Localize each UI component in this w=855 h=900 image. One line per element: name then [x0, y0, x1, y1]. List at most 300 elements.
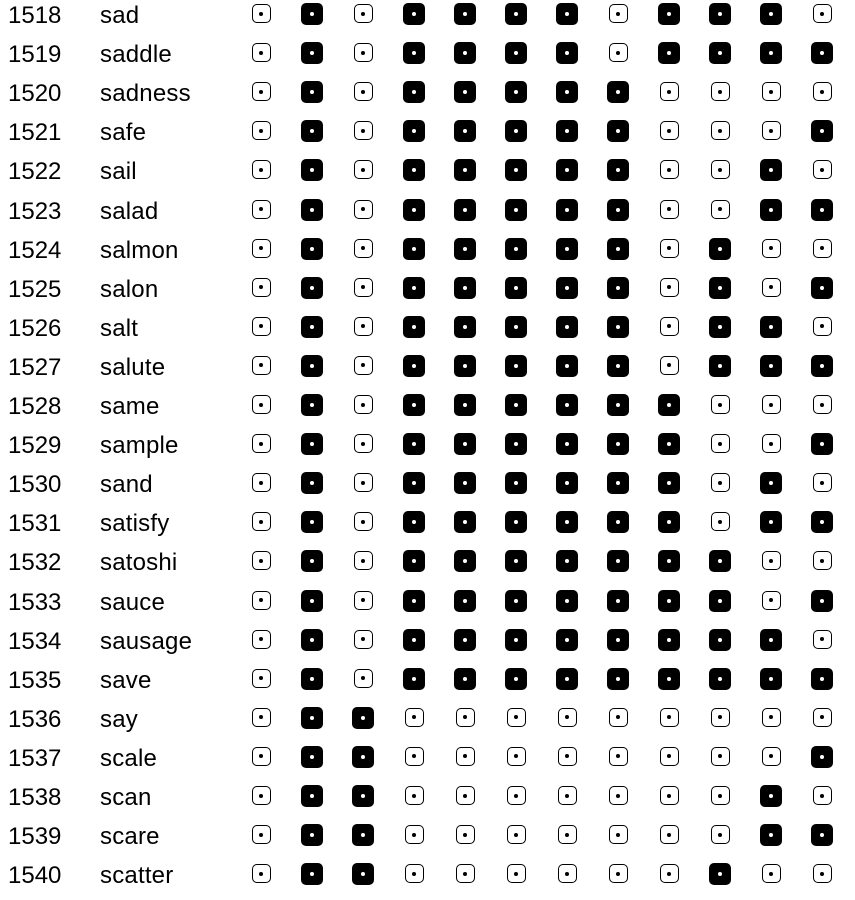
bit-filled-icon [607, 238, 629, 260]
bit-empty-icon [456, 708, 475, 727]
table-row [0, 821, 855, 860]
bit-empty-icon [813, 239, 832, 258]
table-row [0, 78, 855, 117]
bit-filled-icon [505, 433, 527, 455]
row-index: 1538 [8, 784, 62, 811]
bit-empty-icon [354, 356, 373, 375]
bit-filled-icon [556, 590, 578, 612]
bit-filled-icon [709, 3, 731, 25]
row-index: 1540 [8, 862, 62, 890]
row-index: 1534 [8, 627, 62, 655]
bit-filled-icon [556, 433, 578, 455]
row-word: sample [100, 432, 179, 460]
bit-filled-icon [403, 472, 425, 494]
bit-empty-icon [660, 786, 679, 805]
row-index: 1532 [8, 549, 62, 577]
bit-filled-icon [301, 433, 323, 455]
bit-empty-icon [507, 825, 526, 844]
table-row [0, 235, 855, 274]
bit-filled-icon [301, 316, 323, 338]
bit-empty-icon [507, 786, 526, 805]
bit-filled-icon [709, 550, 731, 572]
row-word: salute [100, 353, 166, 381]
row-word: safe [100, 119, 147, 147]
bit-empty-icon [456, 825, 475, 844]
bit-filled-icon [301, 3, 323, 25]
bit-filled-icon [403, 277, 425, 299]
bit-filled-icon [607, 394, 629, 416]
table-row [0, 156, 855, 195]
bit-filled-icon [403, 199, 425, 221]
bit-empty-icon [762, 395, 781, 414]
table-row [0, 626, 855, 665]
row-word: salon [100, 275, 159, 303]
bit-filled-icon [811, 511, 833, 533]
table-row [0, 547, 855, 586]
bit-empty-icon [354, 551, 373, 570]
table-row [0, 313, 855, 352]
bit-filled-icon [403, 355, 425, 377]
bit-filled-icon [505, 668, 527, 690]
bit-empty-icon [660, 708, 679, 727]
bit-filled-icon [607, 277, 629, 299]
bit-empty-icon [405, 825, 424, 844]
bit-filled-icon [658, 394, 680, 416]
bit-empty-icon [558, 825, 577, 844]
bit-filled-icon [301, 81, 323, 103]
bit-filled-icon [505, 316, 527, 338]
bit-filled-icon [556, 42, 578, 64]
bit-empty-icon [405, 708, 424, 727]
bit-filled-icon [505, 238, 527, 260]
bit-empty-icon [252, 278, 271, 297]
table-row [0, 469, 855, 508]
bit-empty-icon [252, 356, 271, 375]
bit-filled-icon [811, 433, 833, 455]
bit-filled-icon [709, 629, 731, 651]
row-index: 1523 [8, 197, 62, 225]
bit-filled-icon [454, 316, 476, 338]
bit-filled-icon [760, 824, 782, 846]
row-index: 1530 [8, 471, 62, 499]
row-index: 1520 [8, 80, 62, 108]
bit-empty-icon [609, 825, 628, 844]
bit-filled-icon [454, 238, 476, 260]
bit-empty-icon [660, 82, 679, 101]
table-row [0, 665, 855, 704]
bit-filled-icon [454, 199, 476, 221]
bit-filled-icon [301, 707, 323, 729]
bit-filled-icon [352, 746, 374, 768]
bit-filled-icon [301, 199, 323, 221]
bit-filled-icon [709, 277, 731, 299]
bit-filled-icon [403, 550, 425, 572]
bit-filled-icon [760, 42, 782, 64]
bit-empty-icon [813, 82, 832, 101]
bit-filled-icon [454, 433, 476, 455]
bit-empty-icon [558, 747, 577, 766]
bit-empty-icon [354, 4, 373, 23]
row-word: sad [100, 2, 140, 29]
row-word: scale [100, 744, 158, 772]
bit-empty-icon [252, 4, 271, 23]
bit-empty-icon [252, 512, 271, 531]
bit-empty-icon [711, 825, 730, 844]
bit-filled-icon [505, 81, 527, 103]
bit-filled-icon [709, 42, 731, 64]
row-index: 1521 [8, 119, 62, 147]
bit-filled-icon [760, 668, 782, 690]
bit-empty-icon [660, 864, 679, 883]
table-row [0, 587, 855, 626]
bit-empty-icon [762, 708, 781, 727]
row-index: 1529 [8, 432, 62, 460]
bit-filled-icon [811, 590, 833, 612]
bit-empty-icon [762, 434, 781, 453]
bit-filled-icon [505, 550, 527, 572]
row-index: 1525 [8, 275, 62, 303]
table-row [0, 508, 855, 547]
bit-empty-icon [252, 434, 271, 453]
bit-filled-icon [454, 277, 476, 299]
bit-filled-icon [607, 316, 629, 338]
bit-filled-icon [352, 785, 374, 807]
bit-empty-icon [252, 239, 271, 258]
row-word: sauce [100, 588, 166, 616]
bit-empty-icon [609, 708, 628, 727]
bit-empty-icon [354, 473, 373, 492]
bit-empty-icon [660, 160, 679, 179]
bit-filled-icon [301, 355, 323, 377]
table-row [0, 430, 855, 469]
bit-empty-icon [558, 786, 577, 805]
bit-empty-icon [405, 864, 424, 883]
bit-filled-icon [556, 472, 578, 494]
row-word: sadness [100, 80, 191, 108]
table-row [0, 196, 855, 235]
bit-filled-icon [301, 120, 323, 142]
table-row [0, 782, 855, 821]
row-word: salad [100, 197, 159, 225]
bit-empty-icon [711, 395, 730, 414]
bit-empty-icon [609, 786, 628, 805]
row-index: 1535 [8, 666, 62, 694]
table-row [0, 704, 855, 743]
bit-filled-icon [454, 120, 476, 142]
bit-filled-icon [760, 199, 782, 221]
bit-empty-icon [660, 356, 679, 375]
bit-filled-icon [403, 511, 425, 533]
bit-filled-icon [403, 394, 425, 416]
bit-empty-icon [252, 395, 271, 414]
bit-filled-icon [607, 668, 629, 690]
bit-filled-icon [403, 238, 425, 260]
bit-filled-icon [556, 277, 578, 299]
bit-filled-icon [301, 238, 323, 260]
bit-empty-icon [252, 825, 271, 844]
row-index: 1537 [8, 744, 62, 772]
bit-empty-icon [762, 82, 781, 101]
bit-filled-icon [352, 824, 374, 846]
row-word: saddle [100, 41, 172, 69]
bit-filled-icon [658, 629, 680, 651]
table-row [0, 39, 855, 78]
bit-empty-icon [405, 786, 424, 805]
row-index: 1524 [8, 236, 62, 264]
bit-empty-icon [813, 317, 832, 336]
bit-filled-icon [709, 863, 731, 885]
bit-empty-icon [252, 630, 271, 649]
bit-filled-icon [556, 159, 578, 181]
bit-empty-icon [354, 434, 373, 453]
bit-filled-icon [301, 629, 323, 651]
bit-filled-icon [811, 355, 833, 377]
bit-filled-icon [709, 590, 731, 612]
bit-empty-icon [660, 278, 679, 297]
bit-empty-icon [762, 121, 781, 140]
bit-filled-icon [760, 472, 782, 494]
bit-filled-icon [505, 277, 527, 299]
bit-empty-icon [252, 473, 271, 492]
row-word: save [100, 666, 152, 694]
bit-filled-icon [556, 668, 578, 690]
bit-empty-icon [456, 747, 475, 766]
bit-empty-icon [252, 786, 271, 805]
row-index: 1531 [8, 510, 62, 538]
bit-empty-icon [354, 160, 373, 179]
bit-empty-icon [252, 708, 271, 727]
bit-empty-icon [813, 630, 832, 649]
bit-empty-icon [354, 512, 373, 531]
bit-empty-icon [660, 121, 679, 140]
bit-filled-icon [454, 81, 476, 103]
bit-filled-icon [607, 590, 629, 612]
bit-empty-icon [711, 747, 730, 766]
row-word: say [100, 705, 138, 733]
bit-empty-icon [252, 669, 271, 688]
bit-filled-icon [760, 355, 782, 377]
bit-filled-icon [505, 199, 527, 221]
bit-filled-icon [709, 316, 731, 338]
bit-empty-icon [711, 512, 730, 531]
bit-empty-icon [762, 239, 781, 258]
bit-empty-icon [711, 121, 730, 140]
bit-filled-icon [505, 120, 527, 142]
bit-filled-icon [811, 277, 833, 299]
bit-filled-icon [556, 3, 578, 25]
table-row [0, 860, 855, 899]
bit-empty-icon [609, 43, 628, 62]
bit-empty-icon [711, 786, 730, 805]
row-word: scare [100, 823, 160, 851]
bit-filled-icon [607, 355, 629, 377]
bit-empty-icon [354, 591, 373, 610]
bit-filled-icon [607, 81, 629, 103]
bit-empty-icon [711, 82, 730, 101]
bit-filled-icon [403, 316, 425, 338]
bit-empty-icon [252, 551, 271, 570]
bit-filled-icon [607, 629, 629, 651]
bit-filled-icon [454, 42, 476, 64]
bit-empty-icon [354, 200, 373, 219]
row-index: 1528 [8, 393, 62, 420]
bit-empty-icon [354, 669, 373, 688]
bit-filled-icon [301, 785, 323, 807]
bit-empty-icon [813, 708, 832, 727]
bit-filled-icon [403, 668, 425, 690]
bit-filled-icon [403, 3, 425, 25]
bit-empty-icon [252, 747, 271, 766]
bit-filled-icon [709, 355, 731, 377]
bit-empty-icon [813, 160, 832, 179]
bit-filled-icon [301, 668, 323, 690]
row-word: sail [100, 158, 137, 186]
bit-filled-icon [454, 3, 476, 25]
bit-filled-icon [556, 238, 578, 260]
bit-filled-icon [607, 120, 629, 142]
bit-filled-icon [811, 120, 833, 142]
bit-filled-icon [301, 863, 323, 885]
bit-empty-icon [252, 160, 271, 179]
bit-empty-icon [711, 160, 730, 179]
bit-filled-icon [556, 355, 578, 377]
bit-empty-icon [252, 121, 271, 140]
row-index: 1519 [8, 41, 62, 69]
bit-empty-icon [252, 82, 271, 101]
bit-filled-icon [658, 3, 680, 25]
table-row [0, 352, 855, 391]
bit-empty-icon [609, 747, 628, 766]
bit-filled-icon [607, 433, 629, 455]
bit-filled-icon [760, 785, 782, 807]
table-row [0, 391, 855, 430]
bit-filled-icon [607, 159, 629, 181]
row-index: 1518 [8, 2, 62, 29]
bit-empty-icon [252, 864, 271, 883]
bit-empty-icon [762, 551, 781, 570]
bit-filled-icon [760, 159, 782, 181]
row-word: salt [100, 314, 139, 342]
bit-filled-icon [607, 550, 629, 572]
bit-empty-icon [354, 121, 373, 140]
bit-empty-icon [711, 708, 730, 727]
bit-filled-icon [454, 550, 476, 572]
bit-filled-icon [556, 394, 578, 416]
bit-filled-icon [505, 355, 527, 377]
bit-filled-icon [505, 394, 527, 416]
bit-empty-icon [660, 317, 679, 336]
bit-filled-icon [556, 316, 578, 338]
bit-empty-icon [711, 434, 730, 453]
row-word: same [100, 393, 160, 420]
bit-filled-icon [403, 159, 425, 181]
bit-filled-icon [301, 159, 323, 181]
bit-filled-icon [403, 120, 425, 142]
bit-filled-icon [454, 668, 476, 690]
bit-empty-icon [354, 395, 373, 414]
bit-filled-icon [301, 42, 323, 64]
bit-empty-icon [354, 317, 373, 336]
row-index: 1533 [8, 588, 62, 616]
bit-empty-icon [762, 278, 781, 297]
bit-filled-icon [301, 590, 323, 612]
bit-filled-icon [505, 42, 527, 64]
bit-empty-icon [354, 82, 373, 101]
bit-empty-icon [456, 786, 475, 805]
bit-filled-icon [301, 550, 323, 572]
row-index: 1527 [8, 353, 62, 381]
bit-filled-icon [811, 199, 833, 221]
bit-empty-icon [252, 43, 271, 62]
bit-empty-icon [660, 747, 679, 766]
row-index: 1522 [8, 158, 62, 186]
bit-filled-icon [301, 824, 323, 846]
bit-empty-icon [762, 591, 781, 610]
bit-filled-icon [811, 668, 833, 690]
row-index: 1526 [8, 314, 62, 342]
bit-filled-icon [556, 511, 578, 533]
bit-filled-icon [811, 42, 833, 64]
bit-filled-icon [301, 746, 323, 768]
bit-filled-icon [658, 511, 680, 533]
bit-empty-icon [813, 4, 832, 23]
bit-filled-icon [556, 550, 578, 572]
bit-filled-icon [505, 472, 527, 494]
bit-filled-icon [352, 707, 374, 729]
bit-empty-icon [252, 591, 271, 610]
bit-empty-icon [762, 864, 781, 883]
bit-empty-icon [354, 43, 373, 62]
bit-filled-icon [454, 159, 476, 181]
bit-empty-icon [507, 864, 526, 883]
bit-empty-icon [354, 278, 373, 297]
bit-filled-icon [760, 316, 782, 338]
bit-filled-icon [709, 238, 731, 260]
bit-empty-icon [507, 708, 526, 727]
bit-filled-icon [454, 590, 476, 612]
bit-filled-icon [505, 629, 527, 651]
bit-filled-icon [760, 3, 782, 25]
bit-filled-icon [454, 511, 476, 533]
bit-filled-icon [301, 472, 323, 494]
table-row [0, 117, 855, 156]
bit-filled-icon [607, 199, 629, 221]
bit-empty-icon [558, 708, 577, 727]
bit-empty-icon [660, 825, 679, 844]
bit-empty-icon [762, 747, 781, 766]
bit-filled-icon [556, 120, 578, 142]
bit-empty-icon [456, 864, 475, 883]
bit-empty-icon [252, 200, 271, 219]
bit-empty-icon [813, 551, 832, 570]
bit-filled-icon [403, 42, 425, 64]
table-row [0, 743, 855, 782]
bit-empty-icon [711, 473, 730, 492]
row-word: satisfy [100, 510, 170, 538]
row-word: sand [100, 471, 153, 499]
bit-empty-icon [813, 473, 832, 492]
bit-filled-icon [556, 199, 578, 221]
bit-empty-icon [813, 864, 832, 883]
bit-filled-icon [658, 433, 680, 455]
bit-filled-icon [352, 863, 374, 885]
row-word: scatter [100, 862, 174, 890]
bit-empty-icon [354, 239, 373, 258]
bit-filled-icon [454, 472, 476, 494]
row-word: salmon [100, 236, 179, 264]
bit-empty-icon [507, 747, 526, 766]
bit-filled-icon [607, 472, 629, 494]
